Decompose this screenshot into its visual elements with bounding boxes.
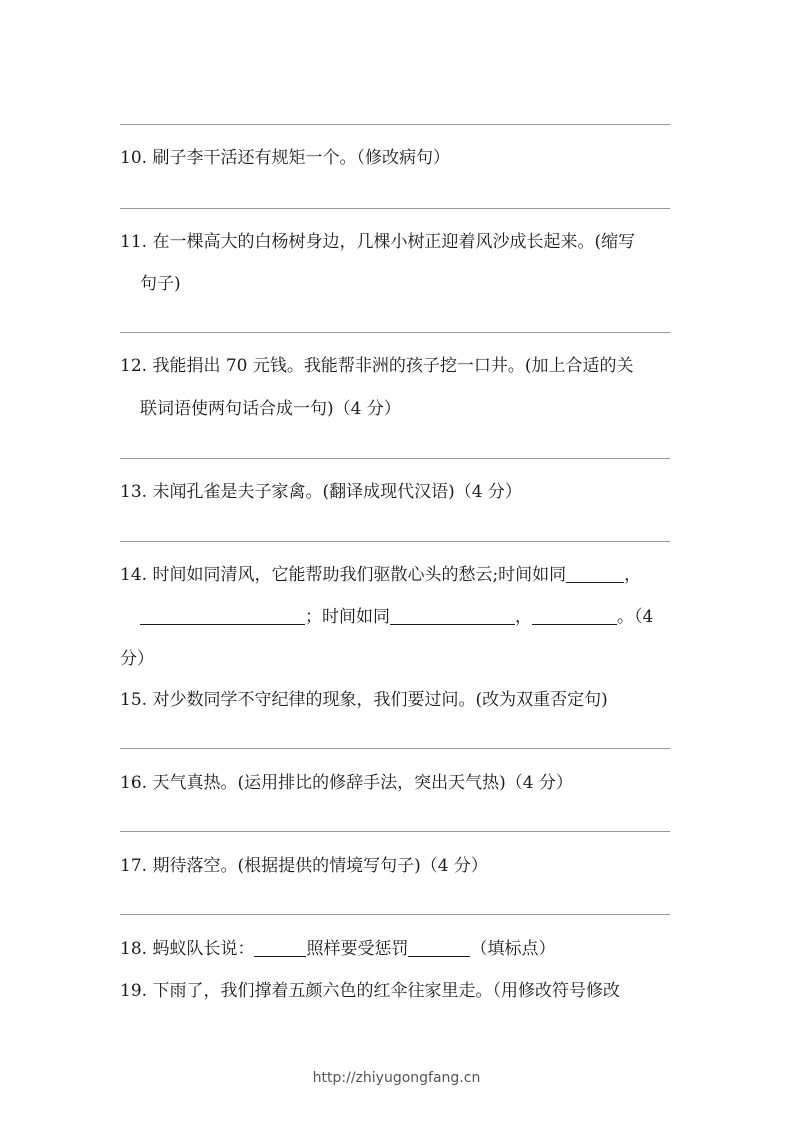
question-19: 19. 下雨了，我们撑着五颜六色的红伞往家里走。（用修改符号修改 [120,981,620,1001]
question-14-text: 14. 时间如同清风，它能帮助我们驱散心头的愁云;时间如同 [120,565,567,585]
fill-blank[interactable] [566,564,624,583]
question-18 [120,937,555,961]
answer-line [120,124,670,125]
fill-blank[interactable] [390,606,515,625]
answer-line [120,748,670,749]
answer-line [120,332,670,333]
answer-line [120,541,670,542]
footer-url: http://zhiyugongfang.cn [312,1070,481,1086]
question-17: 17. 期待落空。(根据提供的情境写句子)（4 分） [120,856,488,876]
question-12-line1: 12. 我能捐出 70 元钱。我能帮非洲的孩子挖一口井。(加上合适的关 [120,356,634,376]
question-14-line2 [140,605,653,629]
question-14-score: 。（4 [617,607,654,627]
answer-line [120,458,670,459]
answer-line [120,831,670,832]
punctuation: ， [515,607,532,627]
fill-blank[interactable] [532,606,617,625]
fill-blank[interactable] [408,938,470,957]
question-14-line3: 分） [120,649,154,669]
question-14-line1 [120,563,641,587]
question-13: 13. 未闻孔雀是夫子家禽。(翻译成现代汉语)（4 分） [120,482,522,502]
answer-line [120,914,670,915]
fill-blank[interactable] [140,606,305,625]
question-18-middle: 照样要受惩罚 [306,939,409,959]
question-18-end: （填标点） [470,939,556,959]
question-16: 16. 天气真热。(运用排比的修辞手法，突出天气热)（4 分） [120,773,573,793]
question-14-text: ；时间如同 [305,607,390,627]
question-18-start: 18. 蚂蚁队长说： [120,939,255,959]
question-11-line2: 句子) [140,274,181,294]
question-15: 15. 对少数同学不守纪律的现象，我们要过问。(改为双重否定句) [120,690,608,710]
question-10: 10. 刷子李干活还有规矩一个。（修改病句） [120,148,450,168]
answer-line [120,208,670,209]
fill-blank[interactable] [254,938,306,957]
question-11-line1: 11. 在一棵高大的白杨树身边，几棵小树正迎着风沙成长起来。(缩写 [120,232,636,252]
punctuation: ， [624,565,642,585]
question-12-line2: 联词语使两句话合成一句)（4 分） [140,399,401,419]
